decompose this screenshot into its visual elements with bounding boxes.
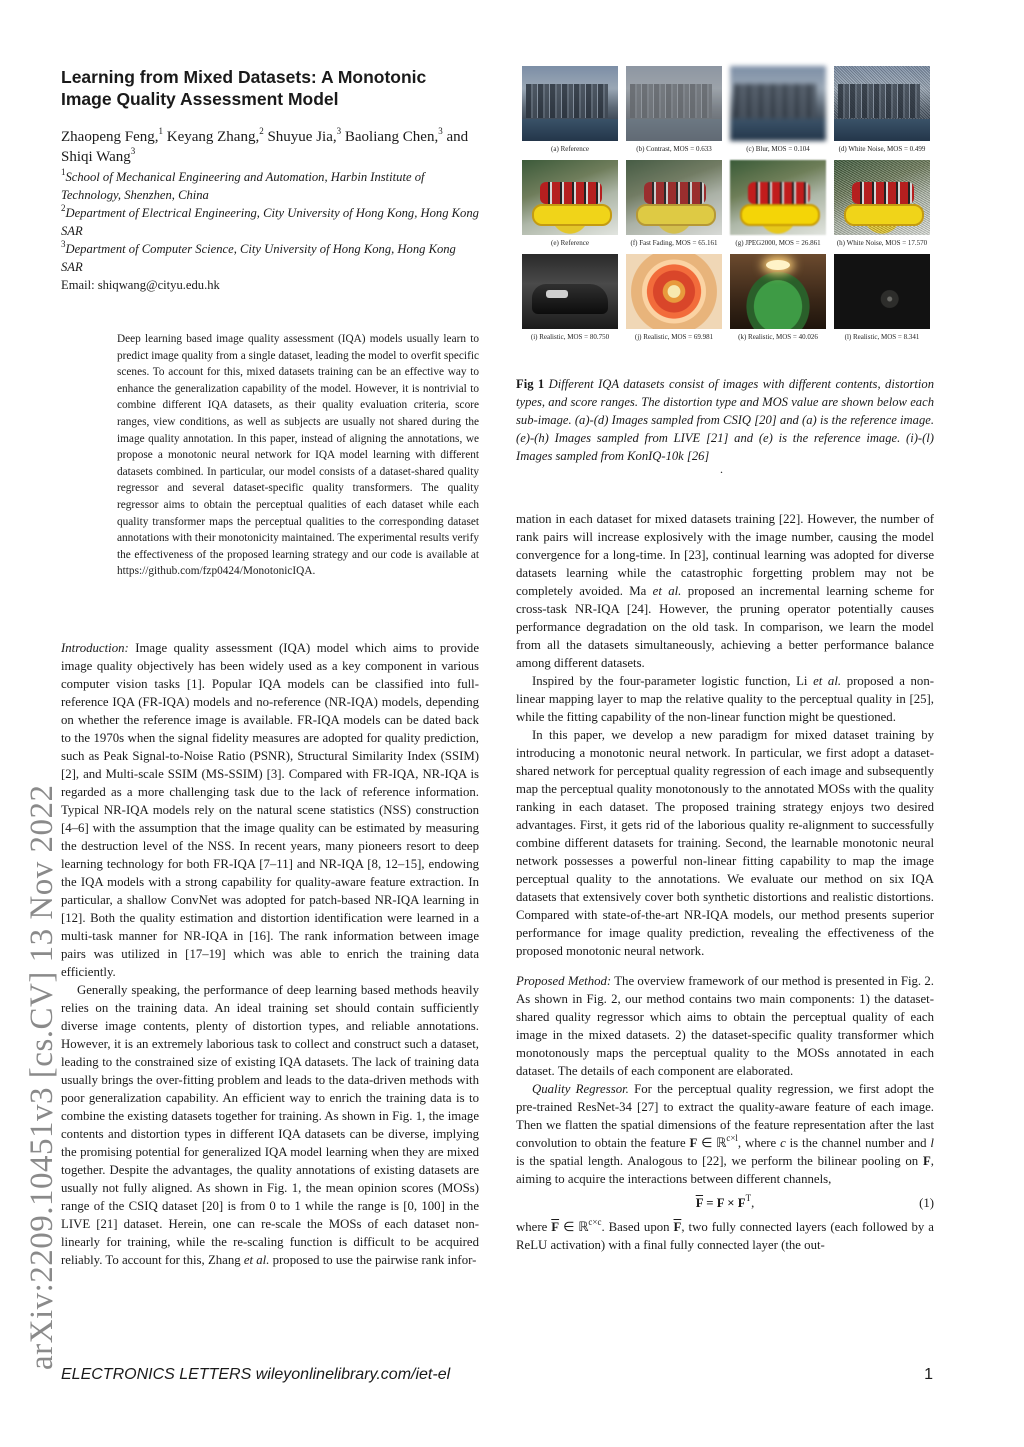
affiliation-3-number: 3	[61, 238, 66, 249]
subfigure-l	[834, 254, 930, 342]
symbol-c: c	[780, 1136, 786, 1150]
symbol-F-bar: $\overline{F}$	[551, 1220, 560, 1234]
method-heading: Proposed Method:	[516, 974, 612, 988]
intro-heading: Introduction:	[61, 641, 129, 655]
arxiv-stamp: arXiv:2209.10451v3 [cs.CV] 13 Nov 2022	[24, 784, 60, 1370]
et-al: et al.	[652, 584, 682, 598]
figure-caption-text: Different IQA datasets consist of images with different contents, distortion types, and score ranges. The distortion type and MOS value are shown below each sub-image. (a)-(d) Images sampled from CSIQ [20] and (a) is the reference image. (e)-(h) Images sampled from LIVE [21] and (e) is the reference image. (i)-(l) Images sampled from KonIQ-10k [26]	[516, 377, 935, 463]
live-fastfading-image	[626, 160, 722, 235]
subfigure-g	[730, 160, 826, 248]
live-noise-image	[834, 160, 930, 235]
figure-row-koniq	[522, 254, 930, 342]
introduction-section	[61, 639, 479, 1269]
affiliation-1	[61, 168, 479, 204]
koniq-car-image	[522, 254, 618, 329]
koniq-flower-image	[626, 254, 722, 329]
affiliation-1-text: School of Mechanical Engineering and Automation, Harbin Institute of Technology, Shenzhen, China	[61, 170, 425, 202]
right-paragraph-1-end: proposed an incremental learning scheme for cross-task NR-IQA [24]. However, the pruning operator potentially causes performance degradation on the old task. In comparison, we learn the model from all the datasets simultaneously, achieving a better performance balance among different datasets.	[516, 584, 934, 670]
subfigure-k	[730, 254, 826, 342]
subfigure-b	[626, 66, 722, 154]
regressor-text-e: , aiming to acquire the interactions between different channels,	[516, 1154, 934, 1186]
equation-comma: ,	[751, 1196, 755, 1210]
regressor-paragraph	[516, 1080, 934, 1188]
subfigure-d	[834, 66, 930, 154]
right-paragraph-2-text: Inspired by the four-parameter logistic function, Li	[532, 674, 814, 688]
paper-title: Learning from Mixed Datasets: A Monotonic Image Quality Assessment Model	[61, 67, 427, 109]
subfigure-caption: (l) Realistic, MOS = 8.341	[844, 333, 920, 341]
affiliation-2-text: Department of Electrical Engineering, City University of Hong Kong, Hong Kong SAR	[61, 206, 479, 238]
author-3: Shuyue Jia,	[263, 129, 337, 145]
author-5: and Shiqi Wang	[61, 129, 469, 165]
affiliations	[61, 168, 479, 294]
equation-rhs: = F × F	[703, 1196, 746, 1210]
intro-paragraph-1	[61, 639, 479, 981]
dimension-cxc: c×c	[588, 1216, 602, 1227]
symbol-in-reals: ∈ ℝ	[559, 1220, 589, 1234]
page-number: 1	[924, 1366, 933, 1383]
symbol-F: F	[922, 1154, 931, 1168]
subfigure-caption: (h) White Noise, MOS = 17.570	[836, 239, 928, 247]
figure-row-csiq	[522, 66, 930, 154]
right-paragraph-2-end: proposed a non-linear mapping layer to map the relative quality to the perceptual quality in [25], while the fitting capability of the non-linear function might be questioned.	[516, 674, 934, 724]
subfigure-e	[522, 160, 618, 248]
last-text-b: . Based upon	[601, 1220, 674, 1234]
right-paragraph-last	[516, 1218, 934, 1254]
intro-paragraph-2-text: Generally speaking, the performance of deep learning based methods heavily relies on the training data. An ideal training set should contain sufficiently diverse image contents, plenty of distortion types, and reliable annotations. However, it is an extremely laborious task to collect and construct such a dataset, leading to the constrained size of existing IQA datasets. The lack of training data usually brings the over-fitting problem and leads to the data-driven methods with poor generalization capability. An efficient way to enrich the training data is to combine the existing datasets together for training. As shown in Fig. 1, the image contents and distortion types in different IQA datasets can be diverse, implying the promising potential for generalized IQA model learning when they are mixed together. Despite the advantages, the quality annotations of existing datasets are usually not fully aligned. As shown in Fig. 1, the mean opinion scores (MOSs) range of the CSIQ dataset [20] is from 0 to 1 while the range is [0, 100] in the LIVE [21] dataset. Herein, one can re-scale the MOSs of each dataset non-linearly for training, while the re-scaling function is difficult to be acquired reliably. To account for this, Zhang	[61, 983, 479, 1267]
subfigure-i	[522, 254, 618, 342]
dimension-cxl: c×l	[726, 1132, 738, 1143]
symbol-F-bar: $\overline{F}$	[673, 1220, 682, 1234]
author-4: Baoliang Chen,	[341, 129, 439, 145]
last-text-c: , two fully connected layers (each followed by a ReLU activation) with a final fully connected layer (the out-	[516, 1220, 934, 1252]
live-reference-image	[522, 160, 618, 235]
figure-1-caption	[516, 375, 934, 465]
affiliation-3-text: Department of Computer Science, City University of Hong Kong, Hong Kong SAR	[61, 242, 456, 274]
intro-paragraph-1-text: Image quality assessment (IQA) model which aims to provide image quality objectively has been widely used as a key component in various computer vision tasks [1]. Popular IQA models can be classified into full-reference IQA (FR-IQA) models and no-reference (NR-IQA) models, depending on whether the reference image is available. FR-IQA models can be dated back to the 1970s when the signal fidelity measures are adopted for quality prediction, such as Peak Signal-to-Noise Ratio (PSNR), Structural Similarity Index (SSIM) [2], and Multi-scale SSIM (MS-SSIM) [3]. Compared with FR-IQA, NR-IQA is regarded as a more challenging task due to the lack of reference information. Typical NR-IQA models rely on the natural scene statistics (NSS) construction [4–6] with the assumption that the image quality can be estimated by measuring the destruction level of the NSS. In recent years, many pioneers resort to deep learning technology for both FR-IQA [7–11] and NR-IQA [8, 12–15], endowing the IQA models with a strong capability for quality-aware feature extraction. In particular, a shallow ConvNet was adopted for patch-based NR-IQA learning in [12]. Both the quality estimation and distortion identification were learned in a multi-task manner for NR-IQA in [16]. The rank information between image pairs was utilized in [17–19] which was able to enrich the training data efficiently.	[61, 641, 479, 979]
csiq-noise-image	[834, 66, 930, 141]
abstract: Deep learning based image quality assessment (IQA) models usually learn to predict image quality from a single dataset, leading the model to overfit specific scenes. To account for this, mixed datasets training can be an effective way to enhance the generalization capability of the model. However, it is nontrivial to combine different IQA datasets, as their quality evaluation criteria, score ranges, view conditions, as well as subjects are usually not shared during the image quality annotation. In this paper, instead of aligning the annotations, we propose a monotonic neural network for IQA model learning with different datasets combined. In particular, our model consists of a dataset-shared quality regressor and several dataset-specific quality transformers. The quality regressor aims to obtain the perceptual qualities of each dataset while each quality transformer maps the perceptual qualities to the corresponding dataset annotations with their monotonicity maintained. The experimental results verify the effectiveness of the proposed learning strategy and our code is available at https://github.com/fzp0424/MonotonicIQA.	[117, 333, 479, 578]
regressor-text-a: For the perceptual quality regression, we first adopt the pre-trained ResNet-34 [27] to extract the quality-aware feature of each image. Then we flatten the spatial dimensions of the feature representation after the last convolution to obtain the feature	[516, 1082, 934, 1150]
intro-paragraph-2	[61, 981, 479, 1269]
right-paragraph-2	[516, 672, 934, 726]
csiq-blur-image	[730, 66, 826, 141]
figure-1-grid	[522, 66, 930, 348]
subfigure-c	[730, 66, 826, 154]
method-paragraph	[516, 972, 934, 1080]
equation-number: (1)	[919, 1196, 934, 1210]
subfigure-j	[626, 254, 722, 342]
csiq-reference-image	[522, 66, 618, 141]
author-1-affil: 1	[158, 126, 163, 136]
subfigure-a	[522, 66, 618, 154]
affiliation-2-number: 2	[61, 202, 66, 213]
transpose-symbol: T	[745, 1192, 752, 1203]
live-jpeg2000-image	[730, 160, 826, 235]
author-5-affil: 3	[130, 146, 136, 156]
right-paragraph-1-text: mation in each dataset for mixed datasets training [22]. However, the number of rank pairs will increase explosively with the image number, causing the model convergence for a long-time. In [23], continual learning was adopted for diverse datasets learning while the catastrophic forgetting problem may not be completely avoided. Ma	[516, 512, 934, 598]
regressor-heading: Quality Regressor.	[532, 1082, 629, 1096]
regressor-text-d: is the spatial length. Analogous to [22], we perform the bilinear pooling on	[516, 1154, 923, 1168]
intro-paragraph-2-end: proposed to use the pairwise rank infor-	[269, 1253, 477, 1267]
stray-period: .	[720, 462, 723, 476]
csiq-contrast-image	[626, 66, 722, 141]
subfigure-caption: (b) Contrast, MOS = 0.633	[636, 145, 712, 153]
et-al: et al.	[813, 674, 842, 688]
symbol-l: l	[930, 1136, 934, 1150]
symbol-in-reals: ∈ ℝ	[697, 1136, 727, 1150]
author-4-affil: 3	[438, 126, 443, 136]
subfigure-caption: (a) Reference	[551, 145, 589, 153]
author-2-affil: 2	[259, 126, 264, 136]
subfigure-caption: (j) Realistic, MOS = 69.981	[634, 333, 714, 341]
subfigure-caption: (d) White Noise, MOS = 0.499	[838, 145, 926, 153]
koniq-pool-table-image	[730, 254, 826, 329]
subfigure-caption: (i) Realistic, MOS = 80.750	[530, 333, 610, 341]
contact-email: Email: shiqwang@cityu.edu.hk	[61, 278, 220, 292]
symbol-F-bar: $\overline{F}$	[695, 1196, 704, 1210]
author-3-affil: 3	[336, 126, 342, 136]
right-column-body	[516, 510, 934, 1254]
affiliation-2	[61, 204, 479, 240]
right-paragraph-1	[516, 510, 934, 672]
footer-journal: ELECTRONICS LETTERS wileyonlinelibrary.com/iet-el	[61, 1366, 451, 1383]
method-paragraph-text: The overview framework of our method is presented in Fig. 2. As shown in Fig. 2, our method contains two main components: 1) the dataset-shared quality regressor which aims to obtain the perceptual quality of each image in the mixed datasets. 2) the dataset-specific quality transformer which monotonously maps the perceptual quality to the MOSs annotated in each dataset. The details of each component are elaborated.	[516, 974, 934, 1078]
equation-1	[516, 1194, 934, 1212]
et-al: et al.	[243, 1253, 270, 1267]
author-2: Keyang Zhang,	[162, 129, 260, 145]
affiliation-3	[61, 240, 479, 276]
equation-body	[696, 1194, 755, 1212]
subfigure-caption: (k) Realistic, MOS = 40.026	[738, 333, 818, 341]
regressor-text-c: is the channel number and	[785, 1136, 931, 1150]
author-1: Zhaopeng Feng,	[61, 129, 159, 145]
author-list	[61, 127, 479, 167]
subfigure-caption: (f) Fast Fading, MOS = 65.161	[630, 239, 718, 247]
symbol-F: F	[689, 1136, 698, 1150]
koniq-night-image	[834, 254, 930, 329]
subfigure-caption: (e) Reference	[551, 239, 589, 247]
subfigure-caption: (g) JPEG2000, MOS = 26.861	[735, 239, 821, 247]
subfigure-f	[626, 160, 722, 248]
right-paragraph-3: In this paper, we develop a new paradigm for mixed dataset training by introducing a monotonic neural network. In particular, we first adopt a dataset-shared network for perceptual quality regression of each image and subsequently map the perceptual quality monotonously to the annotated MOSs with the quality ranking in each dataset. The proposed training strategy enjoys two desired advantages. First, it gets rid of the laborious quality re-alignment to successfully combine different datasets for training. Second, the learnable monotonic neural network possesses a powerful non-linear fitting capability to map the image perceptual quality to the annotations. We evaluate our method on six IQA datasets that extensively cover both synthetic distortions and realistic distortions. Compared with state-of-the-art NR-IQA models, our method presents superior performance for image quality prediction, revealing the effectiveness of the proposed monotonic neural network.	[516, 728, 934, 958]
affiliation-1-number: 1	[61, 166, 66, 177]
last-text-a: where	[516, 1220, 552, 1234]
subfigure-h	[834, 160, 930, 248]
subfigure-caption: (c) Blur, MOS = 0.104	[746, 145, 810, 153]
figure-row-live	[522, 160, 930, 248]
regressor-text-b: , where	[737, 1136, 781, 1150]
figure-label: Fig 1	[516, 377, 545, 391]
